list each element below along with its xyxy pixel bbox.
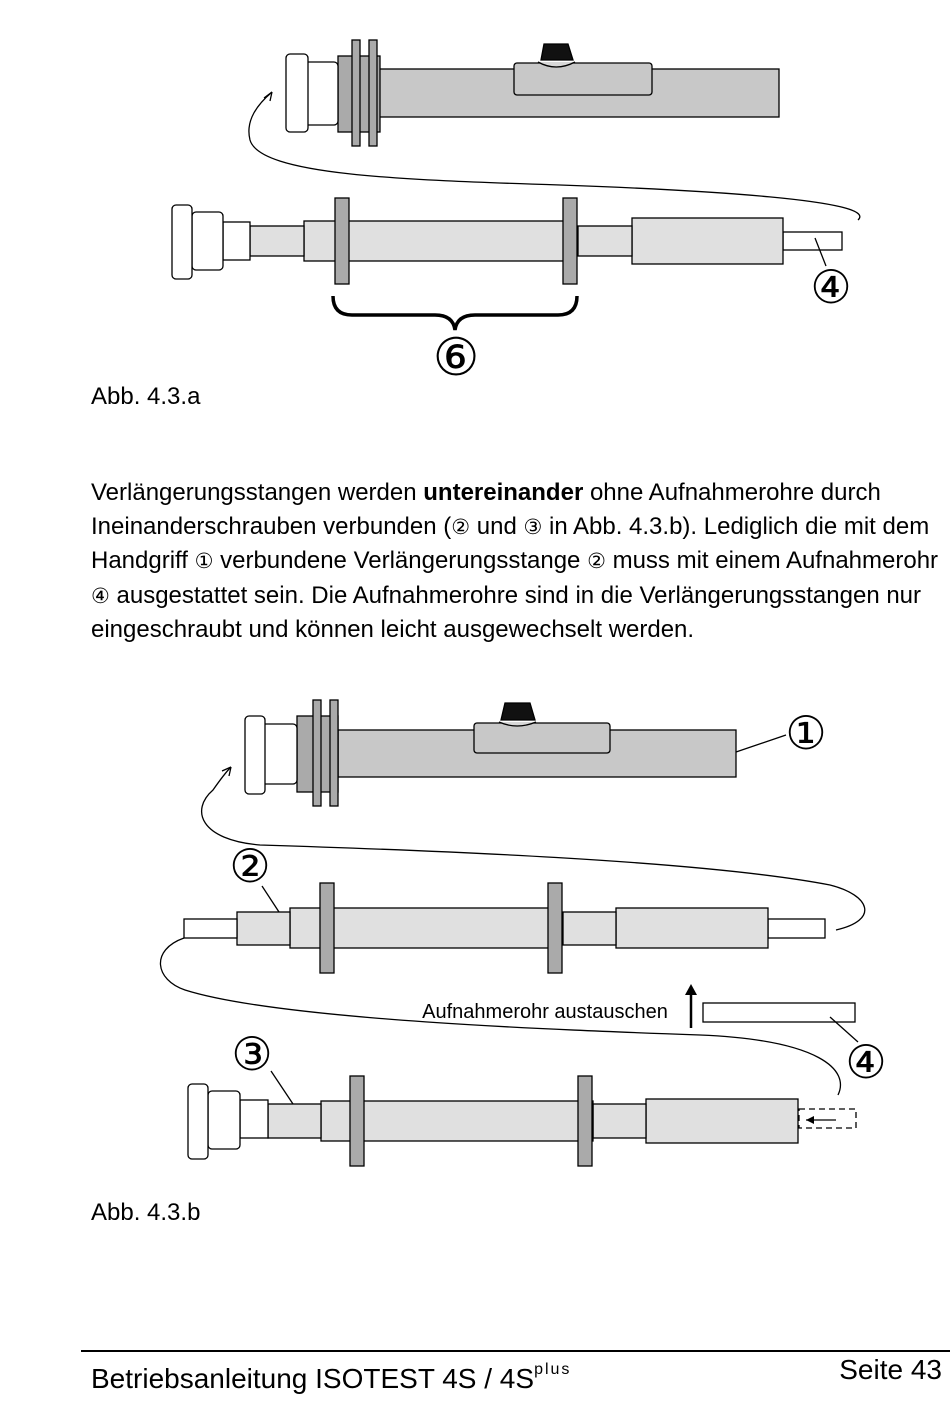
handle-assembly-b xyxy=(245,700,786,806)
callout-tube-b: ④ xyxy=(845,1036,887,1088)
handle-assembly xyxy=(286,40,779,146)
ref-2b: ② xyxy=(587,550,606,574)
para-text-2: ohne Aufnahmerohre durch Ineinanderschrauben verbunden ( xyxy=(91,479,881,540)
ref-1: ① xyxy=(194,550,214,574)
callout-tube-a: ④ xyxy=(810,261,852,313)
para-text-7: muss mit einem Aufnahmerohr xyxy=(605,547,939,575)
footer-title-text: Betriebsanleitung ISOTEST 4S / 4S xyxy=(91,1363,535,1394)
caption-figure-a: Abb. 4.3.a xyxy=(91,383,201,410)
figure-a-drawing xyxy=(0,0,950,380)
ref-3: ③ xyxy=(523,515,543,539)
callout-rod-lower: ③ xyxy=(231,1028,273,1080)
rod-assembly-a xyxy=(172,198,842,284)
ref-4: ④ xyxy=(91,584,110,608)
footer-superscript: plus xyxy=(534,1361,572,1378)
para-text-1: Verlängerungsstangen werden xyxy=(91,479,424,506)
rod-upper xyxy=(184,883,825,973)
caption-figure-b: Abb. 4.3.b xyxy=(91,1199,201,1226)
para-text-4: in Abb. 4.3.b). xyxy=(542,512,698,540)
page-number: Seite 43 xyxy=(839,1354,942,1385)
para-bold: untereinander xyxy=(423,479,584,506)
footer-title xyxy=(91,1353,571,1396)
figure-b-drawing xyxy=(0,690,950,1180)
para-text-6: verbundene Verlängerungsstange xyxy=(213,547,588,575)
callout-handle: ① xyxy=(785,707,827,759)
rod-lower xyxy=(188,1071,856,1166)
tube-position-dashed xyxy=(799,1109,856,1128)
leader-rod-lower xyxy=(271,1071,293,1104)
brace-range xyxy=(333,296,577,330)
para-text-8: ausgestattet sein. Die Aufnahmerohre sind in die Verlängerungsstangen nur eingeschraubt und können leicht ausgewechselt werden. xyxy=(91,581,922,644)
para-text-5: Lediglich die mit dem Handgriff xyxy=(91,512,930,575)
callout-rod-upper: ② xyxy=(229,840,271,892)
callout-range: ⑥ xyxy=(432,329,480,380)
para-text-3: und xyxy=(470,512,524,540)
ref-2: ② xyxy=(451,515,471,539)
arrow-head-a xyxy=(264,92,272,101)
label-exchange: Aufnahmerohr austauschen xyxy=(422,1001,668,1023)
body-paragraph xyxy=(91,476,947,647)
footer-rule xyxy=(81,1350,950,1352)
leader-handle xyxy=(736,735,786,752)
